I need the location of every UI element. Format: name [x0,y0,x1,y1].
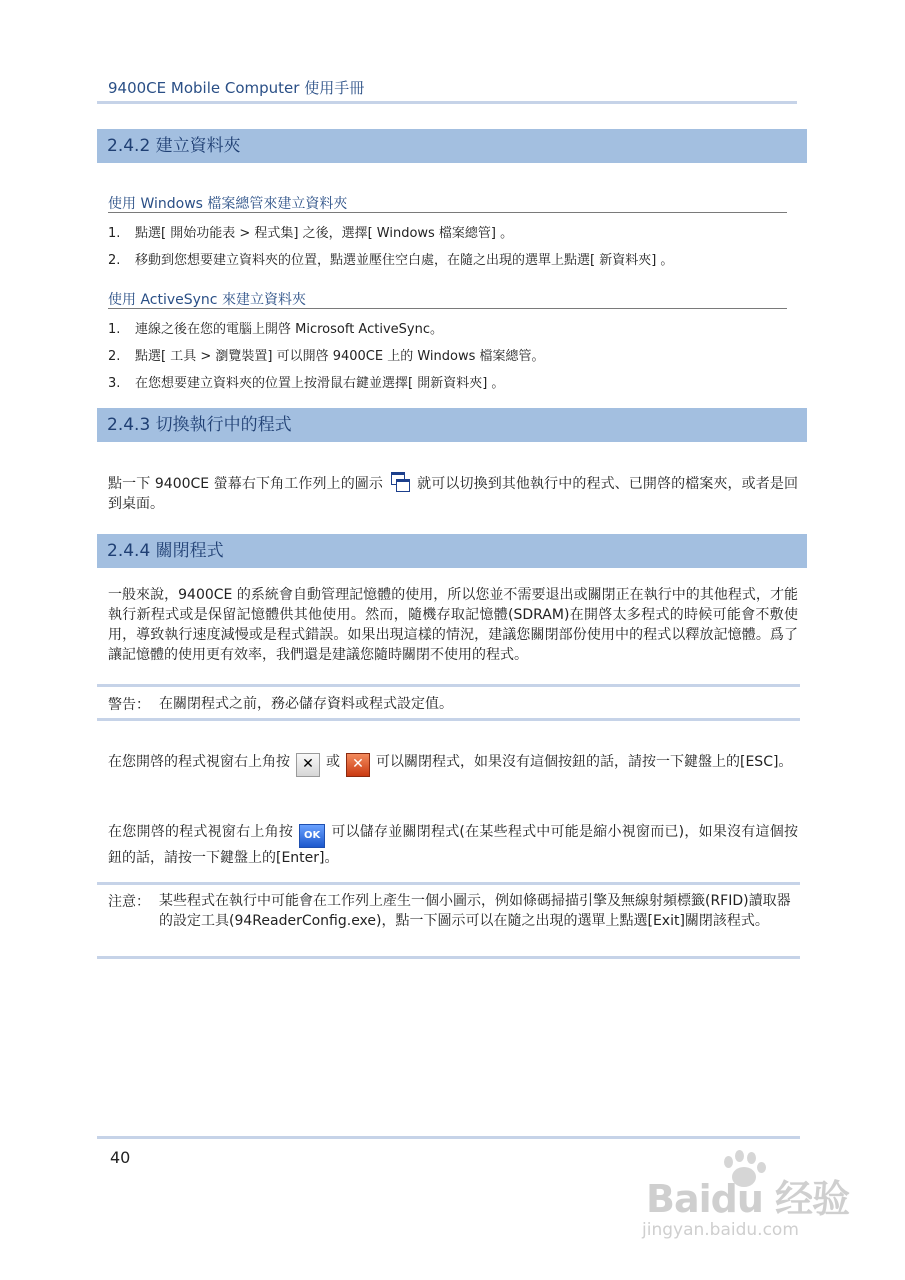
list-item [108,249,673,268]
close-program-paragraph: 一般來說，9400CE 的系統會自動管理記憶體的使用，所以您並不需要退出或關閉正在執行中的其他程式，才能執行新程式或是保留記憶體供其他使用。然而，隨機存取記憶體(SDRAM)在開啓太多程式的時候可能會不敷使用，導致執行速度減慢或是程式錯誤。如果出現這樣的情況，建議您關閉部份使用中的程式以釋放記憶體。爲了讓記憶體的使用更有效率，我們還是建議您隨時關閉不使用的程式。 [108,587,798,663]
close-x-red-icon[interactable]: ✕ [346,753,370,777]
section-heading-2-4-2: 2.4.2 建立資料夾 [97,129,807,163]
list-item [108,318,443,337]
note-label: 注意： [108,894,150,910]
list-text: 在您想要建立資料夾的位置上按滑鼠右鍵並選擇[ 開新資料夾] 。 [135,376,505,391]
watermark [640,1150,860,1240]
page-number: 40 [110,1148,131,1167]
para-text: 可以儲存並關閉程式(在某些程式中可能是縮小視窗而已)，如果沒有這個按鈕的話，請按一下鍵盤上的[Enter]。 [108,824,799,866]
subheading-underline [108,308,787,309]
para-text: 在您開啓的程式視窗右上角按 [108,824,294,840]
note-bottom-rule [97,956,800,959]
list-text: 點選[ 開始功能表 > 程式集] 之後，選擇[ Windows 檔案總管] 。 [135,226,514,241]
list-item [108,222,513,241]
running-header: 9400CE Mobile Computer 使用手冊 [108,79,365,97]
ok-button-paragraph [108,822,798,868]
list-number: 3. [108,376,121,391]
para-text: 可以關閉程式，如果沒有這個按鈕的話，請按一下鍵盤上的[ESC]。 [376,754,793,770]
note-text: 某些程式在執行中可能會在工作列上產生一個小圖示，例如條碼掃描引擎及無線射頻標籤(RFID)讀取器的設定工具(94ReaderConfig.exe)，點一下圖示可以在隨之出現的選單上點選[Exit]關閉該程式。 [159,893,791,929]
list-number: 2. [108,349,121,364]
para-text: 在您開啓的程式視窗右上角按 [108,754,290,770]
list-item [108,345,545,364]
note-top-rule [97,882,800,885]
close-button-paragraph [108,752,798,777]
section-heading-2-4-4: 2.4.4 關閉程式 [97,534,807,568]
list-number: 1. [108,226,121,241]
list-text: 移動到您想要建立資料夾的位置，點選並壓住空白處，在隨之出現的選單上點選[ 新資料夾] 。 [135,253,674,268]
para-text: 就可以切換到其他執行中的程式、已開啓的檔案夾，或者是回到桌面。 [108,476,799,512]
task-switch-icon[interactable] [389,470,411,492]
section-heading-2-4-3: 2.4.3 切換執行中的程式 [97,408,807,442]
ok-button-icon[interactable]: OK [299,824,325,848]
para-text: 點一下 9400CE 螢幕右下角工作列上的圖示 [108,476,384,492]
switch-program-paragraph [108,470,798,514]
footer-rule [97,1136,800,1139]
list-text: 點選[ 工具 > 瀏覽裝置] 可以開啓 9400CE 上的 Windows 檔案總管。 [135,349,545,364]
para-text: 或 [326,754,340,770]
warning-text: 在關閉程式之前，務必儲存資料或程式設定值。 [159,696,453,712]
subheading-activesync: 使用 ActiveSync 來建立資料夾 [108,292,306,308]
close-x-icon[interactable]: ✕ [296,753,320,777]
list-text: 連線之後在您的電腦上開啓 Microsoft ActiveSync。 [135,322,443,337]
watermark-brand: Baidu 经验 [646,1177,850,1221]
list-item [108,372,504,391]
list-number: 2. [108,253,121,268]
list-number: 1. [108,322,121,337]
subheading-windows-explorer: 使用 Windows 檔案總管來建立資料夾 [108,196,348,212]
header-divider [97,101,797,104]
warning-bottom-rule [97,718,800,721]
subheading-underline [108,212,787,213]
warning-top-rule [97,684,800,687]
watermark-url: jingyan.baidu.com [642,1220,799,1240]
warning-label: 警告： [108,697,150,713]
